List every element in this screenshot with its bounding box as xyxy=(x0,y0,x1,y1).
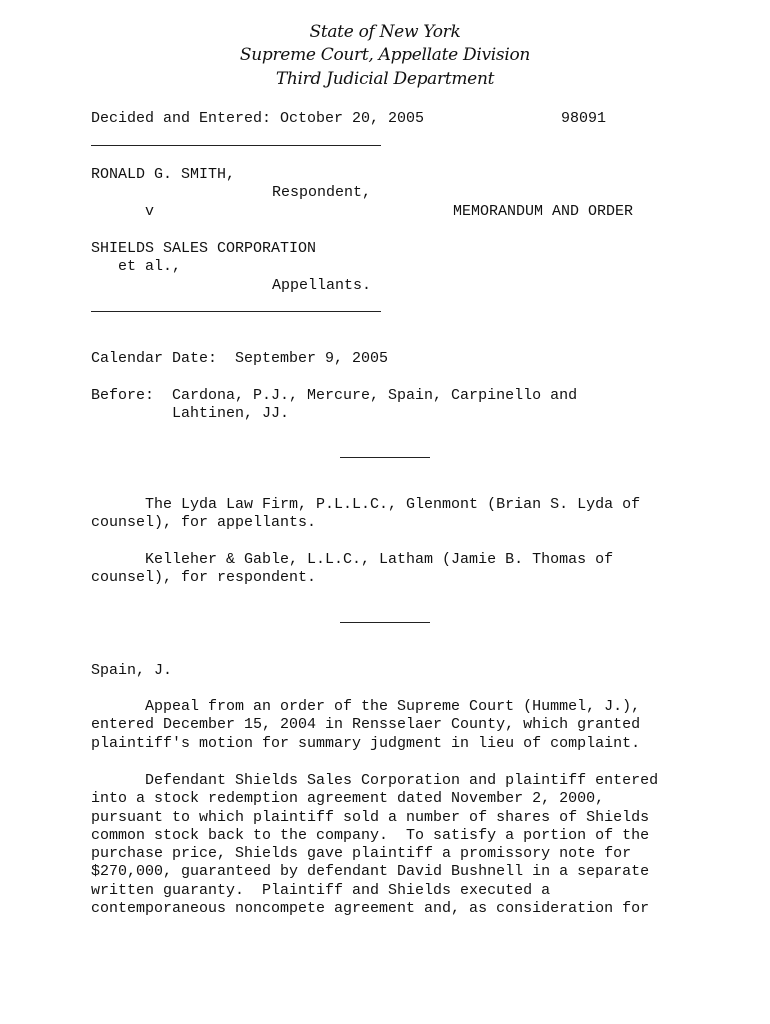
plaintiff-name: RONALD G. SMITH, xyxy=(91,166,236,183)
counsel-appellants xyxy=(91,496,671,533)
before-line-1: Before: Cardona, P.J., Mercure, Spain, Carpinello and xyxy=(91,387,578,404)
before-line-2: Lahtinen, JJ. xyxy=(172,405,290,422)
p1-line: Appeal from an order of the Supreme Court (Hummel, J.), xyxy=(91,698,641,715)
court-department: Third Judicial Department xyxy=(275,69,495,89)
document-type: MEMORANDUM AND ORDER xyxy=(453,203,634,220)
p2-line: written guaranty. Plaintiff and Shields executed a xyxy=(91,881,551,899)
counsel-appellants-line-2: counsel), for appellants. xyxy=(91,514,317,532)
defendant-role: Appellants. xyxy=(272,277,372,294)
opinion-paragraph-1 xyxy=(91,698,671,753)
docket-number: 98091 xyxy=(561,110,607,127)
court-state: State of New York xyxy=(309,22,461,42)
section-divider-2 xyxy=(340,622,430,623)
p2-line: into a stock redemption agreement dated November 2, 2000, xyxy=(91,790,605,808)
p1-line: entered December 15, 2004 in Rensselaer County, which granted xyxy=(91,716,641,734)
defendant-name: SHIELDS SALES CORPORATION xyxy=(91,240,317,257)
caption-bottom-rule xyxy=(91,311,381,312)
calendar-date: Calendar Date: September 9, 2005 xyxy=(91,350,389,367)
p1-line: plaintiff's motion for summary judgment in lieu of complaint. xyxy=(91,734,641,752)
versus: v xyxy=(145,203,155,220)
p2-line: Defendant Shields Sales Corporation and plaintiff entered xyxy=(91,772,659,789)
plaintiff-role: Respondent, xyxy=(272,184,372,201)
caption-top-rule xyxy=(91,145,381,146)
section-divider-1 xyxy=(340,457,430,458)
opinion-paragraph-2 xyxy=(91,772,671,918)
opinion-author: Spain, J. xyxy=(91,662,173,679)
p2-line: pursuant to which plaintiff sold a number of shares of Shields xyxy=(91,808,650,826)
p2-line: contemporaneous noncompete agreement and, as consideration for xyxy=(91,900,650,918)
p2-line: purchase price, Shields gave plaintiff a promissory note for xyxy=(91,845,632,863)
counsel-appellants-line-1: The Lyda Law Firm, P.L.L.C., Glenmont (Brian S. Lyda of xyxy=(91,496,641,513)
counsel-respondent xyxy=(91,551,671,588)
counsel-respondent-line-2: counsel), for respondent. xyxy=(91,569,317,587)
p2-line: common stock back to the company. To satisfy a portion of the xyxy=(91,826,650,844)
court-name: Supreme Court, Appellate Division xyxy=(239,45,531,65)
defendant-et-al: et al., xyxy=(118,258,182,275)
p2-line: $270,000, guaranteed by defendant David Bushnell in a separate xyxy=(91,863,650,881)
decided-date: Decided and Entered: October 20, 2005 xyxy=(91,110,425,127)
counsel-respondent-line-1: Kelleher & Gable, L.L.C., Latham (Jamie B. Thomas of xyxy=(91,551,614,568)
